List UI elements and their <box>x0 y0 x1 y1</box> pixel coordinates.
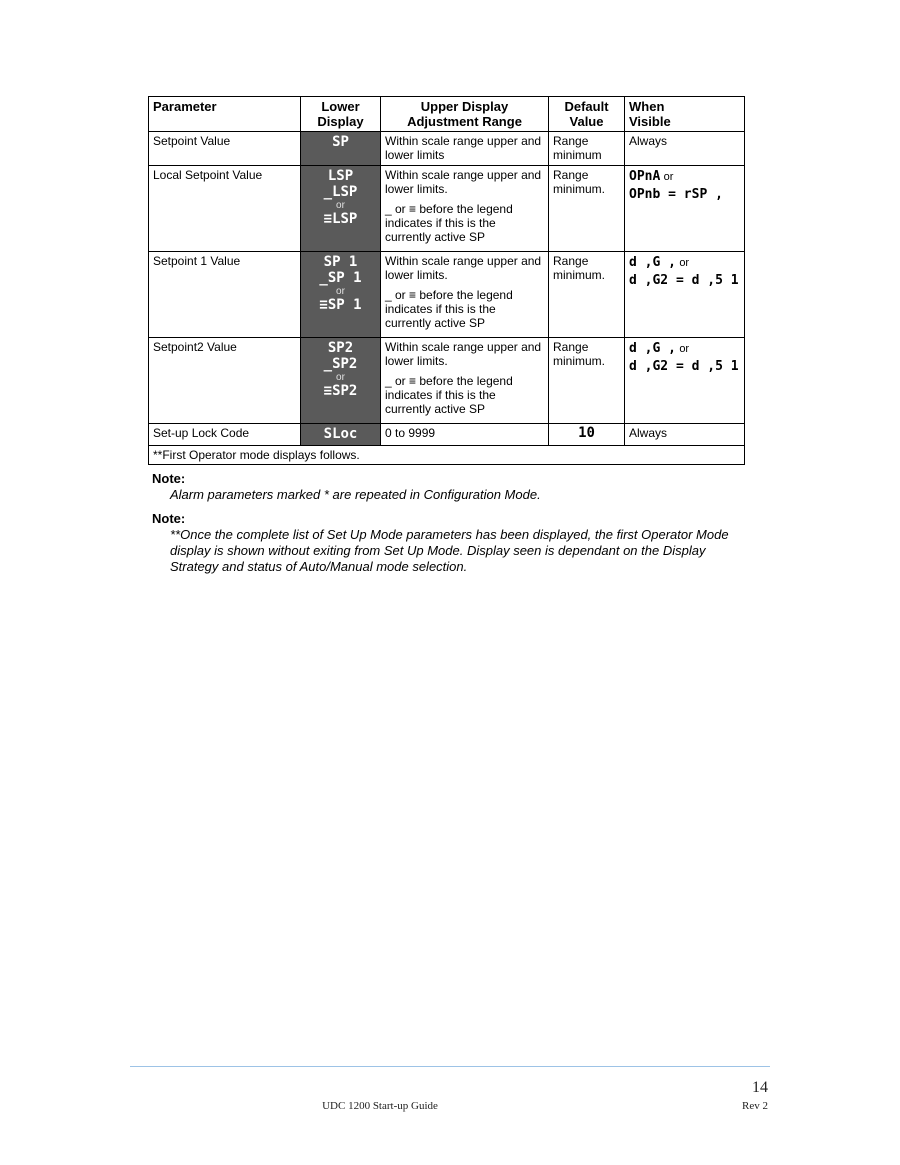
lower-display-legend: _SP 1 <box>319 270 362 286</box>
page-number: 14 <box>752 1079 768 1096</box>
lower-display-cell <box>301 252 381 338</box>
note-alarm <box>152 471 742 503</box>
parameter-cell: Setpoint 1 Value <box>149 252 301 338</box>
default-value-cell: Range minimum <box>549 132 625 166</box>
lower-display-or: or <box>336 200 345 211</box>
lower-display-cell <box>301 338 381 424</box>
parameter-cell: Setpoint2 Value <box>149 338 301 424</box>
parameter-cell: Set-up Lock Code <box>149 424 301 446</box>
parameter-cell: Local Setpoint Value <box>149 166 301 252</box>
lower-display-cell <box>301 132 381 166</box>
note-label: Note: <box>152 471 186 486</box>
upper-range-cell: 0 to 9999 <box>381 424 549 446</box>
upper-range-cell: Within scale range upper and lower limits. _ or ≡ before the legend indicates if this is the currently active SP <box>381 166 549 252</box>
table-row <box>149 132 745 166</box>
table-header-row <box>149 97 745 132</box>
default-value-cell: Range minimum. <box>549 338 625 424</box>
lower-display-legend: ≡SP2 <box>323 383 358 399</box>
footer-title: UDC 1200 Start-up Guide <box>322 1100 438 1112</box>
lower-display-legend: SLoc <box>323 426 358 442</box>
lower-display-legend: SP2 <box>327 340 354 356</box>
table-row <box>149 166 745 252</box>
when-visible-cell: d ,G , or d ,G2 = d ,5 1 <box>625 252 745 338</box>
table-row <box>149 252 745 338</box>
when-visible-cell: OPnA or OPnb = rSP , <box>625 166 745 252</box>
header-lower-display: Lower Display <box>301 97 381 132</box>
upper-range-cell: Within scale range upper and lower limits. _ or ≡ before the legend indicates if this is the currently active SP <box>381 252 549 338</box>
lower-display-legend: ≡LSP <box>323 211 358 227</box>
note-label: Note: <box>152 511 186 526</box>
table-row <box>149 424 745 446</box>
lower-display-cell <box>301 166 381 252</box>
header-when-visible: When Visible <box>625 97 745 132</box>
lower-display-or: or <box>336 372 345 383</box>
footer-divider <box>130 1066 770 1067</box>
note-operator-mode <box>152 511 742 575</box>
default-value-cell: Range minimum. <box>549 252 625 338</box>
table-footnote: **First Operator mode displays follows. <box>149 446 745 465</box>
upper-range-cell: Within scale range upper and lower limits <box>381 132 549 166</box>
table-row <box>149 338 745 424</box>
lower-display-legend: SP <box>332 134 349 150</box>
default-value-cell: Range minimum. <box>549 166 625 252</box>
lower-display-legend: LSP <box>327 168 354 184</box>
lower-display-legend: _LSP <box>323 184 358 200</box>
header-upper-display: Upper Display Adjustment Range <box>381 97 549 132</box>
lower-display-cell <box>301 424 381 446</box>
header-parameter: Parameter <box>149 97 301 132</box>
lower-display-or: or <box>336 286 345 297</box>
upper-range-cell: Within scale range upper and lower limits. _ or ≡ before the legend indicates if this is the currently active SP <box>381 338 549 424</box>
note-body: Alarm parameters marked * are repeated in Configuration Mode. <box>170 487 541 502</box>
setup-parameters-table <box>148 96 745 465</box>
footer-revision: Rev 2 <box>742 1100 768 1112</box>
header-default-value: Default Value <box>549 97 625 132</box>
when-visible-cell: Always <box>625 424 745 446</box>
lower-display-legend: ≡SP 1 <box>319 297 362 313</box>
when-visible-cell: d ,G , or d ,G2 = d ,5 1 <box>625 338 745 424</box>
note-body: **Once the complete list of Set Up Mode parameters has been displayed, the first Operator Mode display is shown without exiting from Set Up Mode. Display seen is dependant on the Display Strategy and status of Auto/Manual mode selection. <box>170 527 729 574</box>
lower-display-legend: _SP2 <box>323 356 358 372</box>
when-visible-cell: Always <box>625 132 745 166</box>
parameter-cell: Setpoint Value <box>149 132 301 166</box>
table-footnote-row <box>149 446 745 465</box>
default-value-cell: 10 <box>549 424 625 446</box>
lower-display-legend: SP 1 <box>323 254 358 270</box>
